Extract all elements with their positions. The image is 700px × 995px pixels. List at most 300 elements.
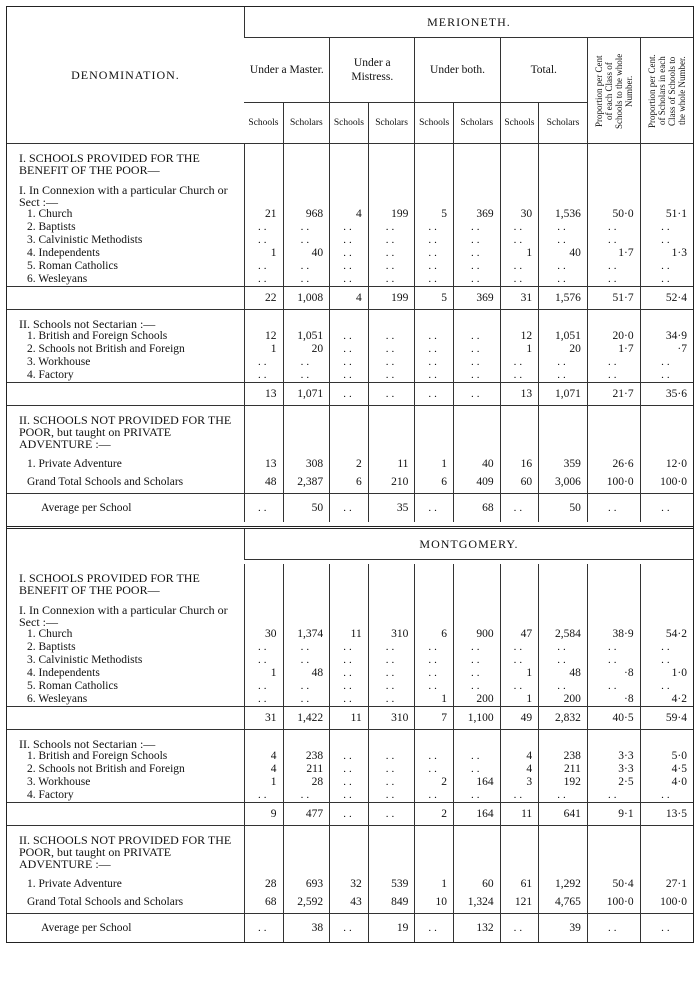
sub-header: Schools xyxy=(500,103,539,144)
table-row xyxy=(7,914,693,943)
table-cell: 51·1 xyxy=(640,208,693,221)
table-cell: 43 xyxy=(330,891,369,914)
table-row xyxy=(7,234,693,247)
table-cell: .. xyxy=(415,680,454,693)
table-cell: .. xyxy=(453,763,500,776)
table-row xyxy=(7,330,693,343)
row-label: Average per School xyxy=(41,501,132,514)
row-label: 5. Roman Catholics xyxy=(27,680,119,692)
table-row xyxy=(7,152,693,176)
table-cell: 641 xyxy=(539,803,588,826)
table-cell xyxy=(368,184,415,208)
table-cell: .. xyxy=(587,356,640,369)
table-cell: 49 xyxy=(500,707,539,730)
table-cell: .. xyxy=(244,789,283,803)
table-row xyxy=(7,803,693,826)
table-cell: 310 xyxy=(368,628,415,641)
table-cell: 26·6 xyxy=(587,458,640,471)
table-cell: .. xyxy=(415,247,454,260)
table-cell: 5 xyxy=(415,208,454,221)
table-cell xyxy=(368,572,415,596)
table-row xyxy=(7,318,693,330)
table-cell: .. xyxy=(330,914,369,943)
table-cell xyxy=(500,414,539,450)
table-cell: .. xyxy=(283,221,330,234)
row-label: II. SCHOOLS NOT PROVIDED FOR THE POOR, but taught on PRIVATE ADVENTURE :— xyxy=(19,833,232,871)
table-cell: 308 xyxy=(283,458,330,471)
table-cell: .. xyxy=(368,667,415,680)
table-cell: .. xyxy=(368,343,415,356)
table-cell: .. xyxy=(500,260,539,273)
table-cell: 1,536 xyxy=(539,208,588,221)
row-label: 6. Wesleyans xyxy=(27,273,88,285)
table-cell: 1·7 xyxy=(587,343,640,356)
table-row xyxy=(7,458,693,471)
table-cell xyxy=(453,834,500,870)
table-cell: .. xyxy=(539,789,588,803)
table-cell: 4 xyxy=(244,750,283,763)
table-cell xyxy=(539,738,588,750)
table-cell: .. xyxy=(330,680,369,693)
table-cell: .. xyxy=(587,273,640,287)
table-cell: 539 xyxy=(368,878,415,891)
table-cell: 34·9 xyxy=(640,330,693,343)
table-cell: .. xyxy=(539,641,588,654)
table-cell: .. xyxy=(415,330,454,343)
table-cell: .. xyxy=(283,789,330,803)
table-row xyxy=(7,604,693,628)
table-cell: 50·4 xyxy=(587,878,640,891)
table-cell: 1,292 xyxy=(539,878,588,891)
table-cell xyxy=(453,318,500,330)
table-row xyxy=(7,260,693,273)
table-cell: 1 xyxy=(500,667,539,680)
table-cell: .. xyxy=(244,356,283,369)
table-cell: 1,422 xyxy=(283,707,330,730)
table-cell: 68 xyxy=(244,891,283,914)
table-cell: 100·0 xyxy=(640,891,693,914)
table-cell: .. xyxy=(415,750,454,763)
table-cell: 1,374 xyxy=(283,628,330,641)
table-cell: .. xyxy=(330,330,369,343)
table-cell: .. xyxy=(330,234,369,247)
table-cell: .. xyxy=(500,221,539,234)
table-cell: 3·3 xyxy=(587,763,640,776)
table-cell: .. xyxy=(330,221,369,234)
table-cell: 132 xyxy=(453,914,500,943)
table-cell: 4·0 xyxy=(640,776,693,789)
row-label: I. SCHOOLS PROVIDED FOR THE BENEFIT OF THE POOR— xyxy=(19,151,200,177)
table-cell xyxy=(283,572,330,596)
table-row xyxy=(7,369,693,383)
table-cell: .. xyxy=(283,260,330,273)
table-cell xyxy=(500,604,539,628)
group-header: Under a Master. xyxy=(244,38,329,103)
table-cell: .. xyxy=(640,234,693,247)
table-cell xyxy=(500,184,539,208)
table-cell: .. xyxy=(640,273,693,287)
table-cell xyxy=(587,572,640,596)
table-cell xyxy=(244,152,283,176)
table-cell: .. xyxy=(500,641,539,654)
table-cell: .. xyxy=(368,654,415,667)
table-cell: 50·0 xyxy=(587,208,640,221)
table-cell: .. xyxy=(415,369,454,383)
table-cell: .. xyxy=(453,260,500,273)
table-cell xyxy=(453,414,500,450)
table-cell: 1 xyxy=(500,247,539,260)
table-cell: 1,576 xyxy=(539,287,588,310)
table-cell: .. xyxy=(368,750,415,763)
table-cell: 4 xyxy=(500,750,539,763)
table-cell: .. xyxy=(587,369,640,383)
table-cell: .. xyxy=(587,234,640,247)
row-label: II. Schools not Sectarian :— xyxy=(19,317,156,331)
table-cell xyxy=(330,184,369,208)
table-cell xyxy=(368,152,415,176)
table-cell: 31 xyxy=(500,287,539,310)
table-cell: 7 xyxy=(415,707,454,730)
table-cell: .. xyxy=(330,763,369,776)
table-cell: .. xyxy=(415,667,454,680)
table-cell: 210 xyxy=(368,471,415,494)
table-cell: 359 xyxy=(539,458,588,471)
table-cell: 40 xyxy=(453,458,500,471)
table-cell: .. xyxy=(587,680,640,693)
table-cell xyxy=(640,184,693,208)
table-row xyxy=(7,641,693,654)
table-cell: .. xyxy=(244,654,283,667)
table-cell xyxy=(500,834,539,870)
table-cell: 59·4 xyxy=(640,707,693,730)
table-cell xyxy=(539,604,588,628)
table-cell: 30 xyxy=(500,208,539,221)
table-cell: 2 xyxy=(330,458,369,471)
table-row xyxy=(7,184,693,208)
table-cell xyxy=(368,318,415,330)
table-cell xyxy=(500,152,539,176)
table-cell: .. xyxy=(587,654,640,667)
table-cell: 32 xyxy=(330,878,369,891)
table-cell xyxy=(330,604,369,628)
table-cell xyxy=(640,414,693,450)
table-cell: .. xyxy=(500,273,539,287)
table-row xyxy=(7,776,693,789)
table-cell: 1 xyxy=(500,343,539,356)
table-cell: 20·0 xyxy=(587,330,640,343)
table-cell: 164 xyxy=(453,803,500,826)
table-cell: 9·1 xyxy=(587,803,640,826)
table-cell: 11 xyxy=(368,458,415,471)
table-cell xyxy=(587,738,640,750)
montgomery-body xyxy=(7,564,693,942)
table-cell: .. xyxy=(283,654,330,667)
table-cell: 211 xyxy=(539,763,588,776)
table-cell: 1 xyxy=(244,247,283,260)
table-cell: 4·2 xyxy=(640,693,693,707)
table-cell: 12 xyxy=(500,330,539,343)
table-row xyxy=(7,273,693,287)
table-cell: .. xyxy=(368,260,415,273)
table-cell: .. xyxy=(415,654,454,667)
table-cell: .. xyxy=(539,369,588,383)
table-cell: .. xyxy=(500,789,539,803)
table-cell: .. xyxy=(244,221,283,234)
table-cell: .. xyxy=(453,750,500,763)
table-cell: ·8 xyxy=(587,667,640,680)
table-cell: .. xyxy=(640,789,693,803)
table-cell: .. xyxy=(500,356,539,369)
table-cell: .. xyxy=(368,247,415,260)
table-cell: .. xyxy=(500,494,539,523)
table-cell xyxy=(330,414,369,450)
table-cell xyxy=(539,152,588,176)
table-cell: 48 xyxy=(283,667,330,680)
table-cell: 27·1 xyxy=(640,878,693,891)
table-cell: .. xyxy=(415,914,454,943)
table-cell: .. xyxy=(330,273,369,287)
table-cell: .. xyxy=(453,667,500,680)
table-cell: .. xyxy=(500,914,539,943)
table-cell xyxy=(587,414,640,450)
table-cell xyxy=(283,834,330,870)
table-cell: 2,832 xyxy=(539,707,588,730)
table-cell xyxy=(283,152,330,176)
group-header: Total. xyxy=(500,38,587,103)
table-cell: .. xyxy=(539,654,588,667)
table-cell: .. xyxy=(330,803,369,826)
table-cell: 409 xyxy=(453,471,500,494)
table-cell: .. xyxy=(368,789,415,803)
row-label: 4. Independents xyxy=(27,247,100,259)
table-cell: 369 xyxy=(453,287,500,310)
table-row xyxy=(7,763,693,776)
table-cell: 38·9 xyxy=(587,628,640,641)
row-label: 1. British and Foreign Schools xyxy=(27,750,168,762)
row-label: Grand Total Schools and Scholars xyxy=(7,891,244,914)
table-row xyxy=(7,383,693,406)
table-cell xyxy=(415,318,454,330)
row-label: 4. Factory xyxy=(27,789,74,801)
row-label: 5. Roman Catholics xyxy=(27,260,119,272)
row-label: 2. Baptists xyxy=(27,641,76,653)
table-cell: .. xyxy=(415,343,454,356)
table-cell: 12 xyxy=(244,330,283,343)
table-cell: .. xyxy=(453,680,500,693)
proportion-scholars-header: Proportion per Cent. of Scholars in each Class of Schools to the whole Number. xyxy=(646,53,687,128)
table-cell: 38 xyxy=(283,914,330,943)
table-cell: 35·6 xyxy=(640,383,693,406)
table-cell: 3·3 xyxy=(587,750,640,763)
table-cell: .. xyxy=(244,494,283,523)
table-cell: 10 xyxy=(415,891,454,914)
row-label: 4. Factory xyxy=(27,369,74,381)
table-cell xyxy=(244,572,283,596)
table-cell: 1,051 xyxy=(283,330,330,343)
table-cell xyxy=(330,572,369,596)
table-cell: .. xyxy=(453,383,500,406)
table-cell: 61 xyxy=(500,878,539,891)
table-cell: 100·0 xyxy=(587,471,640,494)
table-cell: 48 xyxy=(244,471,283,494)
table-cell: .. xyxy=(330,260,369,273)
table-cell: .. xyxy=(330,789,369,803)
table-cell xyxy=(640,152,693,176)
table-cell: 192 xyxy=(539,776,588,789)
table-cell: 54·2 xyxy=(640,628,693,641)
table-cell: .. xyxy=(244,693,283,707)
table-cell: 1,324 xyxy=(453,891,500,914)
table-cell xyxy=(453,184,500,208)
table-cell xyxy=(415,738,454,750)
table-cell: .. xyxy=(640,654,693,667)
table-cell: 13 xyxy=(244,458,283,471)
table-cell: .. xyxy=(415,260,454,273)
table-cell xyxy=(587,152,640,176)
table-cell: 4 xyxy=(500,763,539,776)
table-cell: .. xyxy=(453,654,500,667)
table-cell: 1 xyxy=(244,343,283,356)
table-row xyxy=(7,738,693,750)
table-row xyxy=(7,494,693,523)
table-cell: ·7 xyxy=(640,343,693,356)
table-row xyxy=(7,750,693,763)
table-cell: .. xyxy=(539,680,588,693)
table-cell xyxy=(283,318,330,330)
table-cell: .. xyxy=(283,693,330,707)
row-label xyxy=(7,803,244,826)
table-cell xyxy=(244,604,283,628)
table-cell: .. xyxy=(640,369,693,383)
table-row xyxy=(7,707,693,730)
row-label: I. SCHOOLS PROVIDED FOR THE BENEFIT OF THE POOR— xyxy=(19,571,200,597)
table-cell: .. xyxy=(539,356,588,369)
table-cell: .. xyxy=(539,221,588,234)
table-cell: 1 xyxy=(244,667,283,680)
table-cell: .. xyxy=(539,234,588,247)
table-cell: .. xyxy=(283,641,330,654)
table-cell xyxy=(244,318,283,330)
table-cell: .. xyxy=(415,273,454,287)
table-cell: 40 xyxy=(283,247,330,260)
table-cell: 11 xyxy=(330,628,369,641)
table-cell xyxy=(368,738,415,750)
table-cell xyxy=(453,738,500,750)
table-cell: .. xyxy=(330,693,369,707)
table-cell: 199 xyxy=(368,208,415,221)
table-cell: .. xyxy=(368,641,415,654)
table-cell: 2·5 xyxy=(587,776,640,789)
row-label: II. Schools not Sectarian :— xyxy=(19,737,156,751)
table-cell: 52·4 xyxy=(640,287,693,310)
row-label: 1. Church xyxy=(27,628,73,640)
table-cell: 21 xyxy=(244,208,283,221)
table-cell: .. xyxy=(415,789,454,803)
table-cell: 4,765 xyxy=(539,891,588,914)
table-cell xyxy=(330,152,369,176)
table-cell xyxy=(244,834,283,870)
table-cell: 693 xyxy=(283,878,330,891)
row-label: 1. British and Foreign Schools xyxy=(27,330,168,342)
table-row xyxy=(7,878,693,891)
row-label: Grand Total Schools and Scholars xyxy=(7,471,244,494)
table-cell: .. xyxy=(244,369,283,383)
table-cell: 100·0 xyxy=(587,891,640,914)
table-cell: .. xyxy=(283,369,330,383)
sub-header: Scholars xyxy=(453,103,500,144)
table-cell xyxy=(368,604,415,628)
table-cell xyxy=(283,604,330,628)
table-cell: 13·5 xyxy=(640,803,693,826)
table-cell: 1 xyxy=(244,776,283,789)
table-cell: 238 xyxy=(539,750,588,763)
table-cell: .. xyxy=(244,273,283,287)
table-cell: .. xyxy=(368,383,415,406)
table-cell: .. xyxy=(368,369,415,383)
table-cell: 16 xyxy=(500,458,539,471)
table-cell: 1 xyxy=(415,878,454,891)
row-label: II. SCHOOLS NOT PROVIDED FOR THE POOR, but taught on PRIVATE ADVENTURE :— xyxy=(19,413,232,451)
table-cell: 40·5 xyxy=(587,707,640,730)
table-cell: 4 xyxy=(330,287,369,310)
table-cell: .. xyxy=(500,654,539,667)
row-label: 4. Independents xyxy=(27,667,100,679)
table-row xyxy=(7,414,693,450)
table-cell: .. xyxy=(640,914,693,943)
table-cell xyxy=(587,604,640,628)
row-label: I. In Connexion with a particular Church or Sect :— xyxy=(19,183,228,209)
table-cell: 5·0 xyxy=(640,750,693,763)
table-cell: 35 xyxy=(368,494,415,523)
group-header: Under a Mistress. xyxy=(330,38,415,103)
table-cell: .. xyxy=(453,234,500,247)
table-cell: .. xyxy=(640,680,693,693)
table-cell: 12·0 xyxy=(640,458,693,471)
table-cell xyxy=(453,604,500,628)
table-cell: 849 xyxy=(368,891,415,914)
table-cell: 1·3 xyxy=(640,247,693,260)
denomination-header: DENOMINATION. xyxy=(7,7,244,144)
table-cell: 1·7 xyxy=(587,247,640,260)
table-cell: .. xyxy=(453,369,500,383)
table-cell: .. xyxy=(453,273,500,287)
table-cell xyxy=(415,184,454,208)
table-cell: .. xyxy=(500,369,539,383)
table-row xyxy=(7,654,693,667)
table-cell: .. xyxy=(587,641,640,654)
table-cell: .. xyxy=(415,763,454,776)
table-cell: .. xyxy=(368,776,415,789)
row-label: 1. Private Adventure xyxy=(27,458,122,470)
county-title-merioneth: MERIONETH. xyxy=(244,7,693,38)
table-cell: .. xyxy=(283,356,330,369)
table-cell: 60 xyxy=(453,878,500,891)
table-cell xyxy=(640,318,693,330)
table-row xyxy=(7,343,693,356)
table-cell xyxy=(283,738,330,750)
table-cell: 1·0 xyxy=(640,667,693,680)
table-cell: 2,592 xyxy=(283,891,330,914)
table-cell: 6 xyxy=(415,471,454,494)
table-cell: .. xyxy=(244,260,283,273)
table-cell: .. xyxy=(368,221,415,234)
table-cell xyxy=(640,834,693,870)
table-cell: 39 xyxy=(539,914,588,943)
table-row xyxy=(7,680,693,693)
sub-header: Schools xyxy=(415,103,454,144)
table-cell: .. xyxy=(640,260,693,273)
table-cell: 200 xyxy=(453,693,500,707)
